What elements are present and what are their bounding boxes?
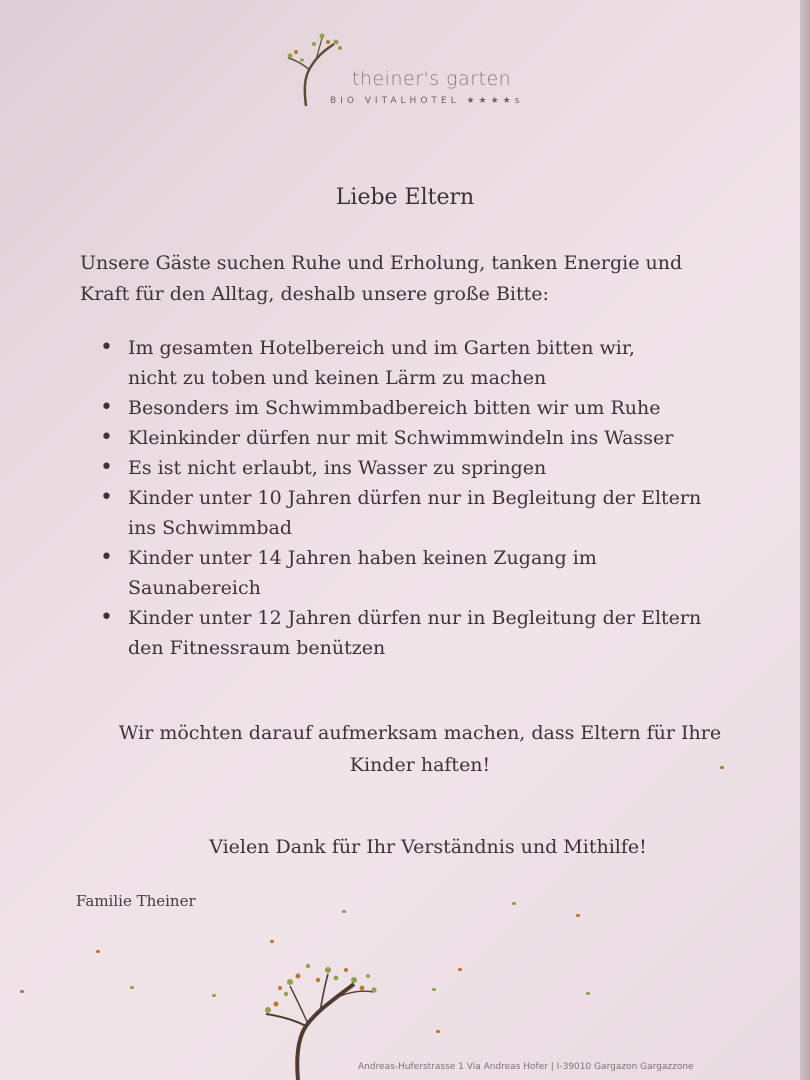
leaf-speck xyxy=(20,990,24,993)
rule-text: • Im gesamten Hotelbereich und im Garten bitten wir, xyxy=(128,337,635,359)
rule-item xyxy=(100,603,740,663)
logo-name: theiner's garten xyxy=(352,68,512,90)
rule-text: • Es ist nicht erlaubt, ins Wasser zu springen xyxy=(128,457,547,479)
tree-illustration-icon xyxy=(250,940,390,1080)
notice-line: Kinder haften! xyxy=(349,754,491,776)
rule-item xyxy=(100,543,740,603)
leaf-speck xyxy=(458,968,462,971)
page-title: Liebe Eltern xyxy=(335,185,475,210)
rule-text: den Fitnessraum benützen xyxy=(128,637,386,659)
leaf-speck xyxy=(342,910,346,913)
leaf-speck xyxy=(586,992,590,995)
leaf-speck xyxy=(436,1030,440,1033)
leaf-speck xyxy=(720,766,724,769)
rule-item xyxy=(100,333,740,393)
rule-item xyxy=(100,393,740,423)
leaf-speck xyxy=(270,940,274,943)
rule-text: nicht zu toben und keinen Lärm zu machen xyxy=(128,367,547,389)
rule-text: • Besonders im Schwimmbadbereich bitten wir um Ruhe xyxy=(128,397,661,419)
rule-item xyxy=(100,483,740,543)
leaf-speck xyxy=(432,988,436,991)
intro-line: Unsere Gäste suchen Ruhe und Erholung, tanken Energie und xyxy=(80,252,683,274)
hotel-address: Andreas-Huferstrasse 1 Via Andreas Hofer | I-39010 Gargazon Gargazzone xyxy=(358,1062,694,1072)
page-edge xyxy=(800,0,810,1080)
liability-notice xyxy=(80,717,760,781)
rules-list xyxy=(100,333,740,663)
leaf-speck xyxy=(96,950,100,953)
signature: Familie Theiner xyxy=(76,892,196,910)
logo-subtitle: BIO VITALHOTEL ★★★★s xyxy=(330,96,524,106)
rule-text: • Kleinkinder dürfen nur mit Schwimmwindeln ins Wasser xyxy=(128,427,674,449)
leaf-speck xyxy=(512,902,516,905)
rule-text: • Kinder unter 14 Jahren haben keinen Zugang im xyxy=(128,547,597,569)
thanks-line: Vielen Dank für Ihr Verständnis und Mithilfe! xyxy=(209,836,647,858)
leaf-speck xyxy=(130,986,134,989)
rule-text: Saunabereich xyxy=(128,577,261,599)
notice-line: Wir möchten darauf aufmerksam machen, dass Eltern für Ihre xyxy=(118,722,722,744)
leaf-speck xyxy=(576,914,580,917)
rule-text: ins Schwimmbad xyxy=(128,517,293,539)
leaf-speck xyxy=(212,994,216,997)
intro-line: Kraft für den Alltag, deshalb unsere große Bitte: xyxy=(80,283,549,305)
rule-text: • Kinder unter 12 Jahren dürfen nur in Begleitung der Eltern xyxy=(128,607,702,629)
rule-item xyxy=(100,453,740,483)
rule-text: • Kinder unter 10 Jahren dürfen nur in Begleitung der Eltern xyxy=(128,487,702,509)
hotel-logo xyxy=(282,30,562,110)
rule-item xyxy=(100,423,740,453)
intro-paragraph xyxy=(80,248,720,310)
